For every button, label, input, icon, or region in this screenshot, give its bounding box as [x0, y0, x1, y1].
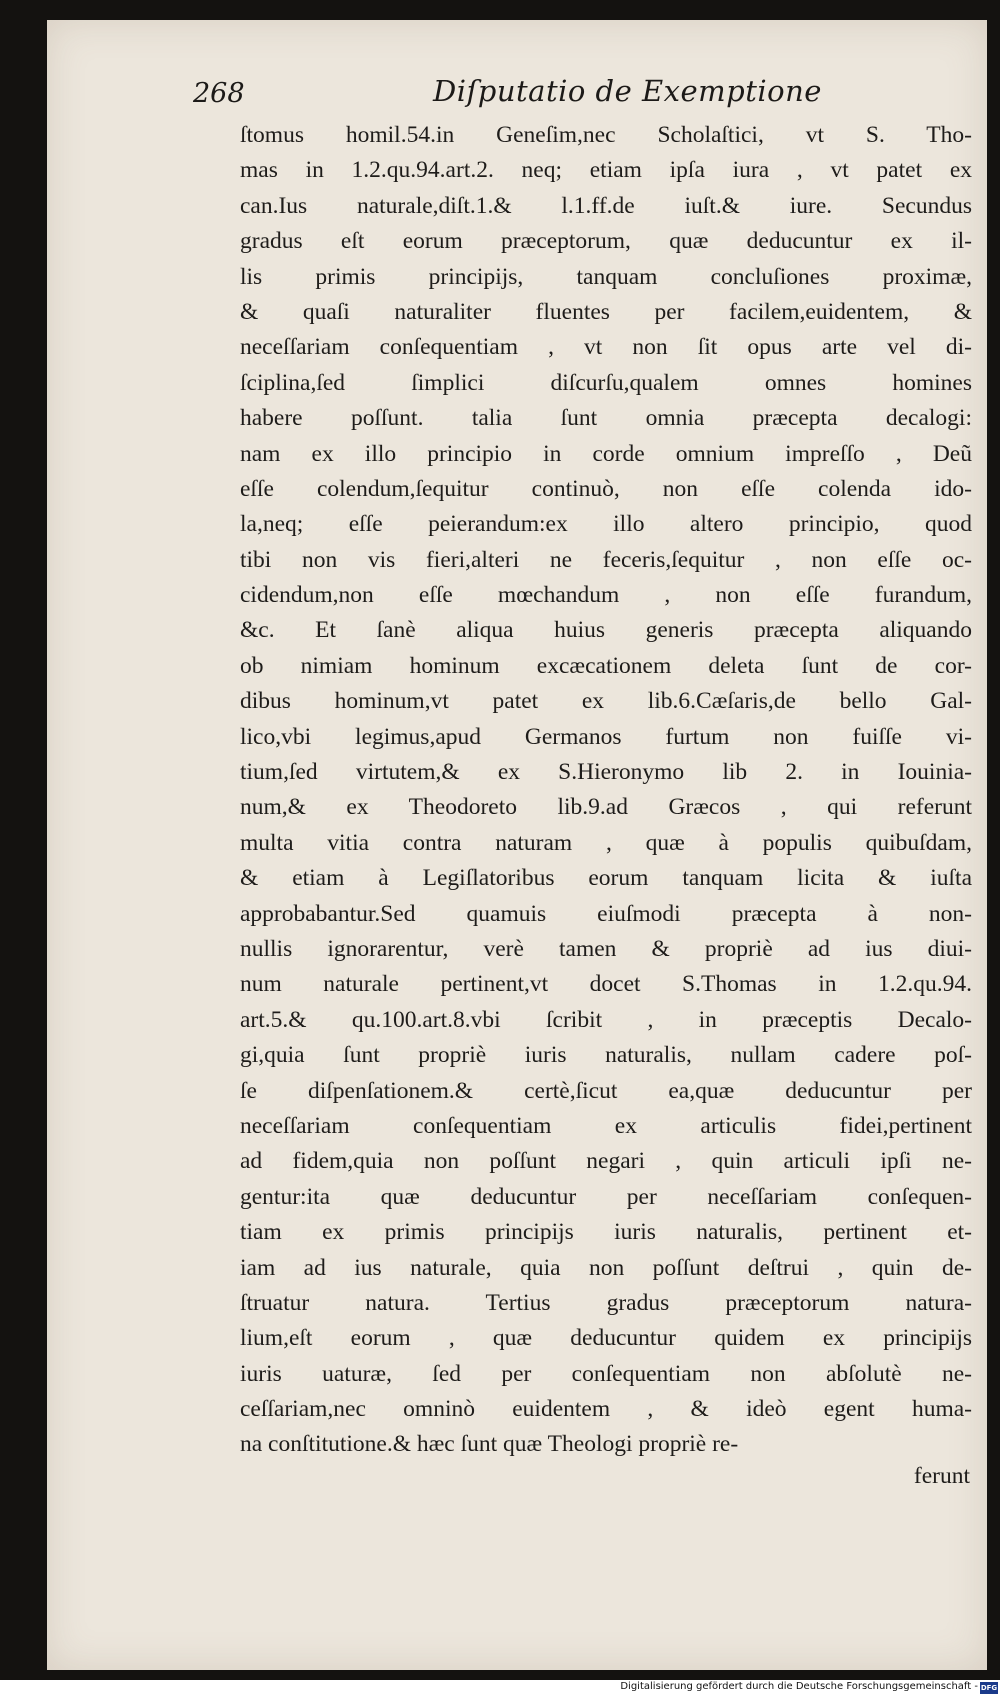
text-line: & etiam à Legiſlatoribus eorum tanquam licita & iuſta [240, 865, 972, 892]
text-line: nullis ignorarentur, verè tamen & propriè ad ius diui- [240, 935, 972, 962]
running-head: Diſputatio de Exemptione [433, 74, 822, 108]
text-line: neceſſariam conſequentiam , vt non ſit opus arte vel di- [240, 334, 972, 361]
text-line: nam ex illo principio in corde omnium impreſſo , Deũ [240, 440, 972, 467]
text-line: ob nimiam hominum excæcationem deleta ſunt de cor- [240, 652, 972, 679]
text-line: neceſſariam conſequentiam ex articulis fidei,pertinent [240, 1112, 972, 1139]
text-line: ſtruatur natura. Tertius gradus præceptorum natura- [240, 1289, 972, 1316]
text-line: iuris uaturæ, ſed per conſequentiam non abſolutè ne- [240, 1360, 972, 1387]
body-text [240, 118, 972, 1463]
dfg-logo-icon: DFG [980, 1684, 998, 1692]
text-line: num naturale pertinent,vt docet S.Thomas in 1.2.qu.94. [240, 971, 972, 998]
text-line: gentur:ita quæ deducuntur per neceſſariam conſequen- [240, 1183, 972, 1210]
page-header [193, 74, 953, 118]
text-line: gi,quia ſunt propriè iuris naturalis, nullam cadere poſ- [240, 1042, 972, 1069]
catchword: ferunt [913, 1463, 970, 1489]
text-line: ad fidem,quia non poſſunt negari , quin articuli ipſi ne- [240, 1148, 972, 1175]
text-line: approbabantur.Sed quamuis eiuſmodi præcepta à non- [240, 900, 972, 927]
footer-credit: Digitalisierung gefördert durch die Deutsche Forschungsgemeinschaft - [620, 1681, 978, 1692]
page-number: 268 [193, 78, 245, 109]
text-line: art.5.& qu.100.art.8.vbi ſcribit , in præceptis Decalo- [240, 1006, 972, 1033]
text-line: ſe diſpenſationem.& certè,ſicut ea,quæ deducuntur per [240, 1077, 972, 1104]
text-line: ſtomus homil.54.in Geneſim,nec Scholaſtici, vt S. Tho- [240, 122, 972, 148]
text-line: tibi non vis fieri,alteri ne feceris,ſequitur , non eſſe oc- [240, 546, 972, 573]
text-line: gradus eſt eorum præceptorum, quæ deducuntur ex il- [240, 228, 972, 255]
text-line: la,neq; eſſe peierandum:ex illo altero principio, quod [240, 511, 972, 538]
footer-bar [0, 1680, 1000, 1697]
text-line: lico,vbi legimus,apud Germanos furtum non fuiſſe vi- [240, 723, 972, 750]
text-line: lis primis principijs, tanquam concluſiones proximæ, [240, 263, 972, 290]
text-line: num,& ex Theodoreto lib.9.ad Græcos , qui referunt [240, 794, 972, 821]
text-line: dibus hominum,vt patet ex lib.6.Cæſaris,de bello Gal- [240, 688, 972, 715]
text-line: habere poſſunt. talia ſunt omnia præcepta decalogi: [240, 405, 972, 432]
text-line: eſſe colendum,ſequitur continuò, non eſſe colenda ido- [240, 475, 972, 502]
text-line: multa vitia contra naturam , quæ à populis quibuſdam, [240, 829, 972, 856]
text-line: iam ad ius naturale, quia non poſſunt deſtrui , quin de- [240, 1254, 972, 1281]
text-line: &c. Et ſanè aliqua huius generis præcepta aliquando [240, 617, 972, 644]
text-line: lium,eſt eorum , quæ deducuntur quidem ex principijs [240, 1325, 972, 1352]
text-line: cidendum,non eſſe mœchandum , non eſſe furandum, [240, 582, 972, 609]
text-line: tiam ex primis principijs iuris naturalis, pertinent et- [240, 1219, 972, 1246]
text-line: mas in 1.2.qu.94.art.2. neq; etiam ipſa iura , vt patet ex [240, 157, 972, 184]
text-line: na conſtitutione.& hæc ſunt quæ Theologi propriè re- [240, 1431, 739, 1458]
text-line: & quaſi naturaliter fluentes per facilem,euidentem, & [240, 298, 972, 325]
text-line: can.Ius naturale,diſt.1.& l.1.ff.de iuſt.& iure. Secundus [240, 192, 972, 219]
text-line: ceſſariam,nec omninò euidentem , & ideò egent huma- [240, 1396, 972, 1423]
text-line: ſciplina,ſed ſimplici diſcurſu,qualem omnes homines [240, 369, 972, 396]
text-line: tium,ſed virtutem,& ex S.Hieronymo lib 2. in Iouinia- [240, 759, 972, 786]
